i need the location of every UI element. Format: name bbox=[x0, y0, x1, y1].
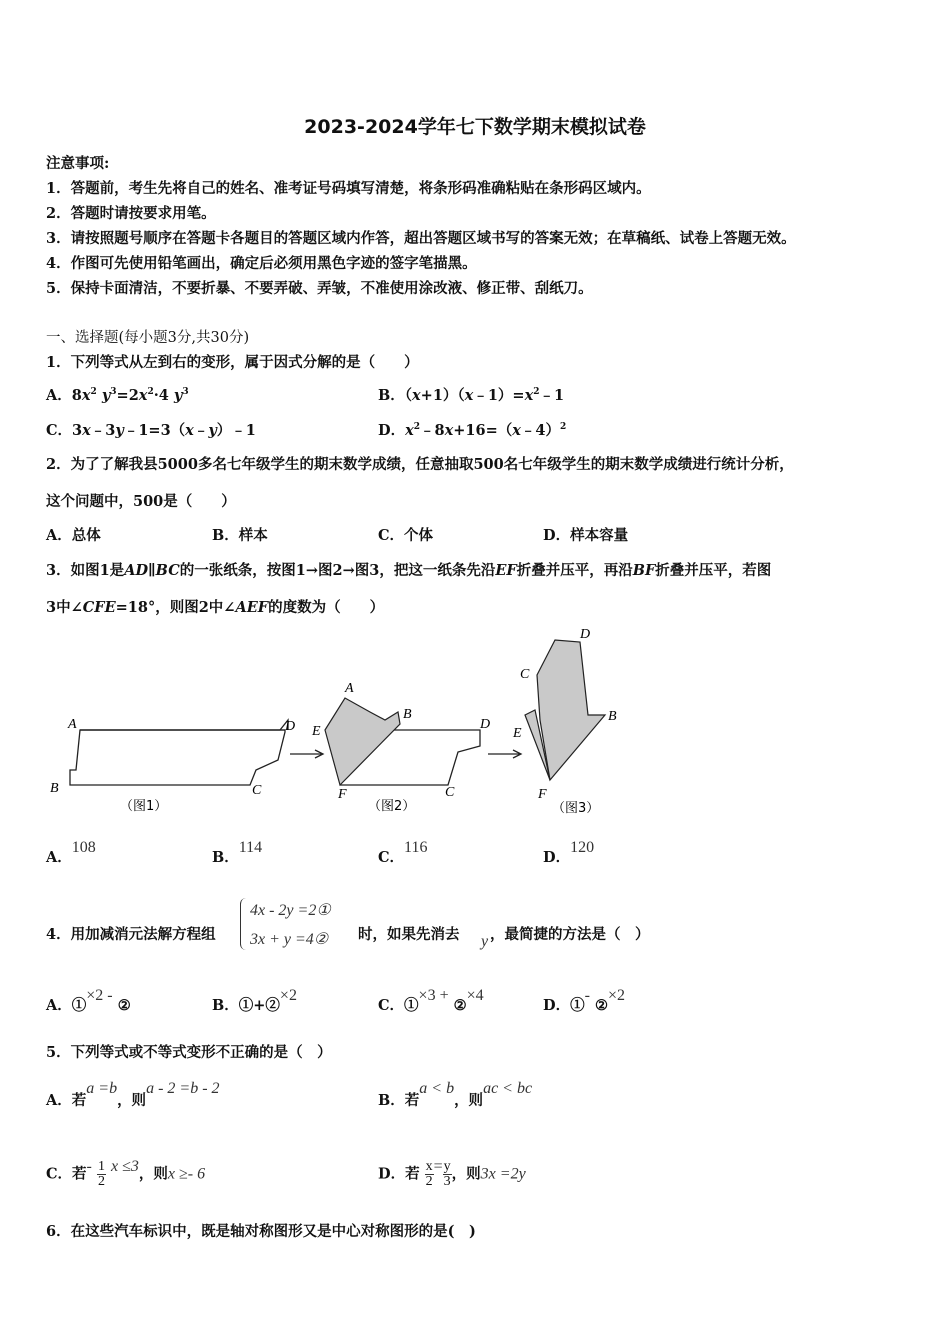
q1-option-b: B．$(x+1)(x﹣1)=x^2﹣1$ bbox=[378, 387, 565, 404]
fig2-label-a: A bbox=[345, 681, 354, 696]
figure-3-folded-part bbox=[537, 640, 605, 780]
fraction-x-over-2: $\frac{x}{2}$ bbox=[425, 1159, 433, 1189]
figure-1-strip bbox=[70, 730, 285, 785]
q3-option-b: B．114 bbox=[212, 839, 263, 866]
notice-item: 5．保持卡面清洁，不要折暴、不要弄破、弄皱，不准使用涂改液、修正带、刮纸刀。 bbox=[46, 280, 593, 297]
figure-2-folded-part bbox=[325, 698, 400, 785]
q4-option-d: D．①- ②×2 bbox=[543, 987, 625, 1014]
fig2-label-b: B bbox=[403, 707, 412, 722]
q1-option-a: A．$8x^2$ $y^3=2x^2\cdot 4$ $y^3$ bbox=[46, 387, 189, 404]
fig1-label-d: D bbox=[285, 719, 296, 734]
fig2-caption: （图2） bbox=[368, 799, 416, 814]
equation-1: 4x - 2y =2① bbox=[250, 902, 331, 919]
question-2-line1: 2．为了了解我县5000多名七年级学生的期末数学成绩，任意抽取500名七年级学生的期末数学成绩进行统计分析， bbox=[46, 456, 794, 473]
fig1-label-a: A bbox=[68, 717, 77, 732]
fig3-label-c: C bbox=[520, 667, 530, 682]
q2-option-b: B．样本 bbox=[212, 527, 268, 544]
q2-option-c: C．个体 bbox=[378, 527, 434, 544]
notice-item: 3．请按照题号顺序在答题卡各题目的答题区域内作答，超出答题区域书写的答案无效；在草稿纸、试卷上答题无效。 bbox=[46, 230, 796, 247]
fig3-label-b: B bbox=[608, 709, 617, 724]
q5-option-b: B．若a < b，则ac < bc bbox=[378, 1080, 533, 1109]
q4-option-b: B．①+②×2 bbox=[212, 987, 297, 1014]
fig3-label-f: F bbox=[538, 787, 547, 802]
fig3-label-d: D bbox=[580, 627, 591, 642]
fig1-caption: （图1） bbox=[120, 799, 168, 814]
question-4-stem-a: 4．用加减消元法解方程组 bbox=[46, 926, 216, 943]
q3-option-d: D．120 bbox=[543, 839, 595, 866]
fig3-caption: （图3） bbox=[552, 801, 600, 816]
paper-folding-figure bbox=[40, 620, 660, 830]
q5-option-a: A．若a =b，则a - 2 =b - 2 bbox=[46, 1080, 220, 1109]
q4-option-c: C．①×3 + ②×4 bbox=[378, 987, 484, 1014]
fig3-label-e: E bbox=[513, 726, 522, 741]
question-1-stem: 1．下列等式从左到右的变形，属于因式分解的是（ ） bbox=[46, 354, 419, 371]
fraction-y-over-3: $\frac{y}{3}$ bbox=[443, 1159, 451, 1189]
q1-option-d: D．$x^2﹣8x+16=(x﹣4)^2$ bbox=[378, 422, 567, 439]
question-3-line2: 3中∠CFE=18°，则图2中∠AEF的度数为（ ） bbox=[46, 599, 385, 616]
page-title: 2023-2024学年七下数学期末模拟试卷 bbox=[304, 116, 646, 138]
fig2-label-d: D bbox=[480, 717, 491, 732]
fig1-label-c: C bbox=[252, 783, 262, 798]
question-6-stem: 6．在这些汽车标识中，既是轴对称图形又是中心对称图形的是( ) bbox=[46, 1223, 476, 1240]
q5-option-c: C．若- $\frac{1}{2}$ x ≤3，则x ≥- 6 bbox=[46, 1157, 206, 1189]
q5-option-d: D．若 $\frac{x}{2}$ = $\frac{y}{3}$ ，则3x =2y bbox=[378, 1157, 526, 1189]
q3-option-a: A．108 bbox=[46, 839, 96, 866]
equation-system-brace bbox=[240, 898, 249, 950]
fig2-label-f: F bbox=[338, 787, 347, 802]
question-4-stem-b: 时，如果先消去 bbox=[358, 926, 460, 943]
notice-item: 4．作图可先使用铅笔画出，确定后必须用黑色字迹的签字笔描黑。 bbox=[46, 255, 477, 272]
q4-option-a: A．①×2 - ② bbox=[46, 987, 131, 1014]
question-3-line1: 3．如图1是AD∥BC的一张纸条，按图1→图2→图3，把这一纸条先沿EF折叠并压平，再沿BF折叠并压平，若图 bbox=[46, 562, 772, 579]
q3-option-c: C．116 bbox=[378, 839, 428, 866]
q2-option-a: A．总体 bbox=[46, 527, 101, 544]
q1-option-c: C．3x﹣3y﹣1=3（x﹣y）﹣1 bbox=[46, 422, 256, 439]
notice-heading: 注意事项: bbox=[46, 155, 110, 172]
question-4-stem-c: ，最简捷的方法是（ ） bbox=[490, 926, 650, 943]
equation-2: 3x + y =4② bbox=[250, 931, 329, 948]
fig2-label-c: C bbox=[445, 785, 455, 800]
question-5-stem: 5．下列等式或不等式变形不正确的是（ ） bbox=[46, 1044, 332, 1061]
fig2-label-e: E bbox=[312, 724, 321, 739]
fig1-label-b: B bbox=[50, 781, 59, 796]
notice-item: 1．答题前，考生先将自己的姓名、准考证号码填写清楚，将条形码准确粘贴在条形码区域内。 bbox=[46, 180, 651, 197]
question-2-line2: 这个问题中，500是（ ） bbox=[46, 493, 236, 510]
q4-variable: y bbox=[481, 933, 489, 950]
fraction-one-half: $\frac{1}{2}$ bbox=[97, 1159, 105, 1189]
q2-option-d: D．样本容量 bbox=[543, 527, 629, 544]
section-heading: 一、选择题(每小题3分,共30分) bbox=[46, 330, 250, 346]
notice-item: 2．答题时请按要求用笔。 bbox=[46, 205, 216, 222]
